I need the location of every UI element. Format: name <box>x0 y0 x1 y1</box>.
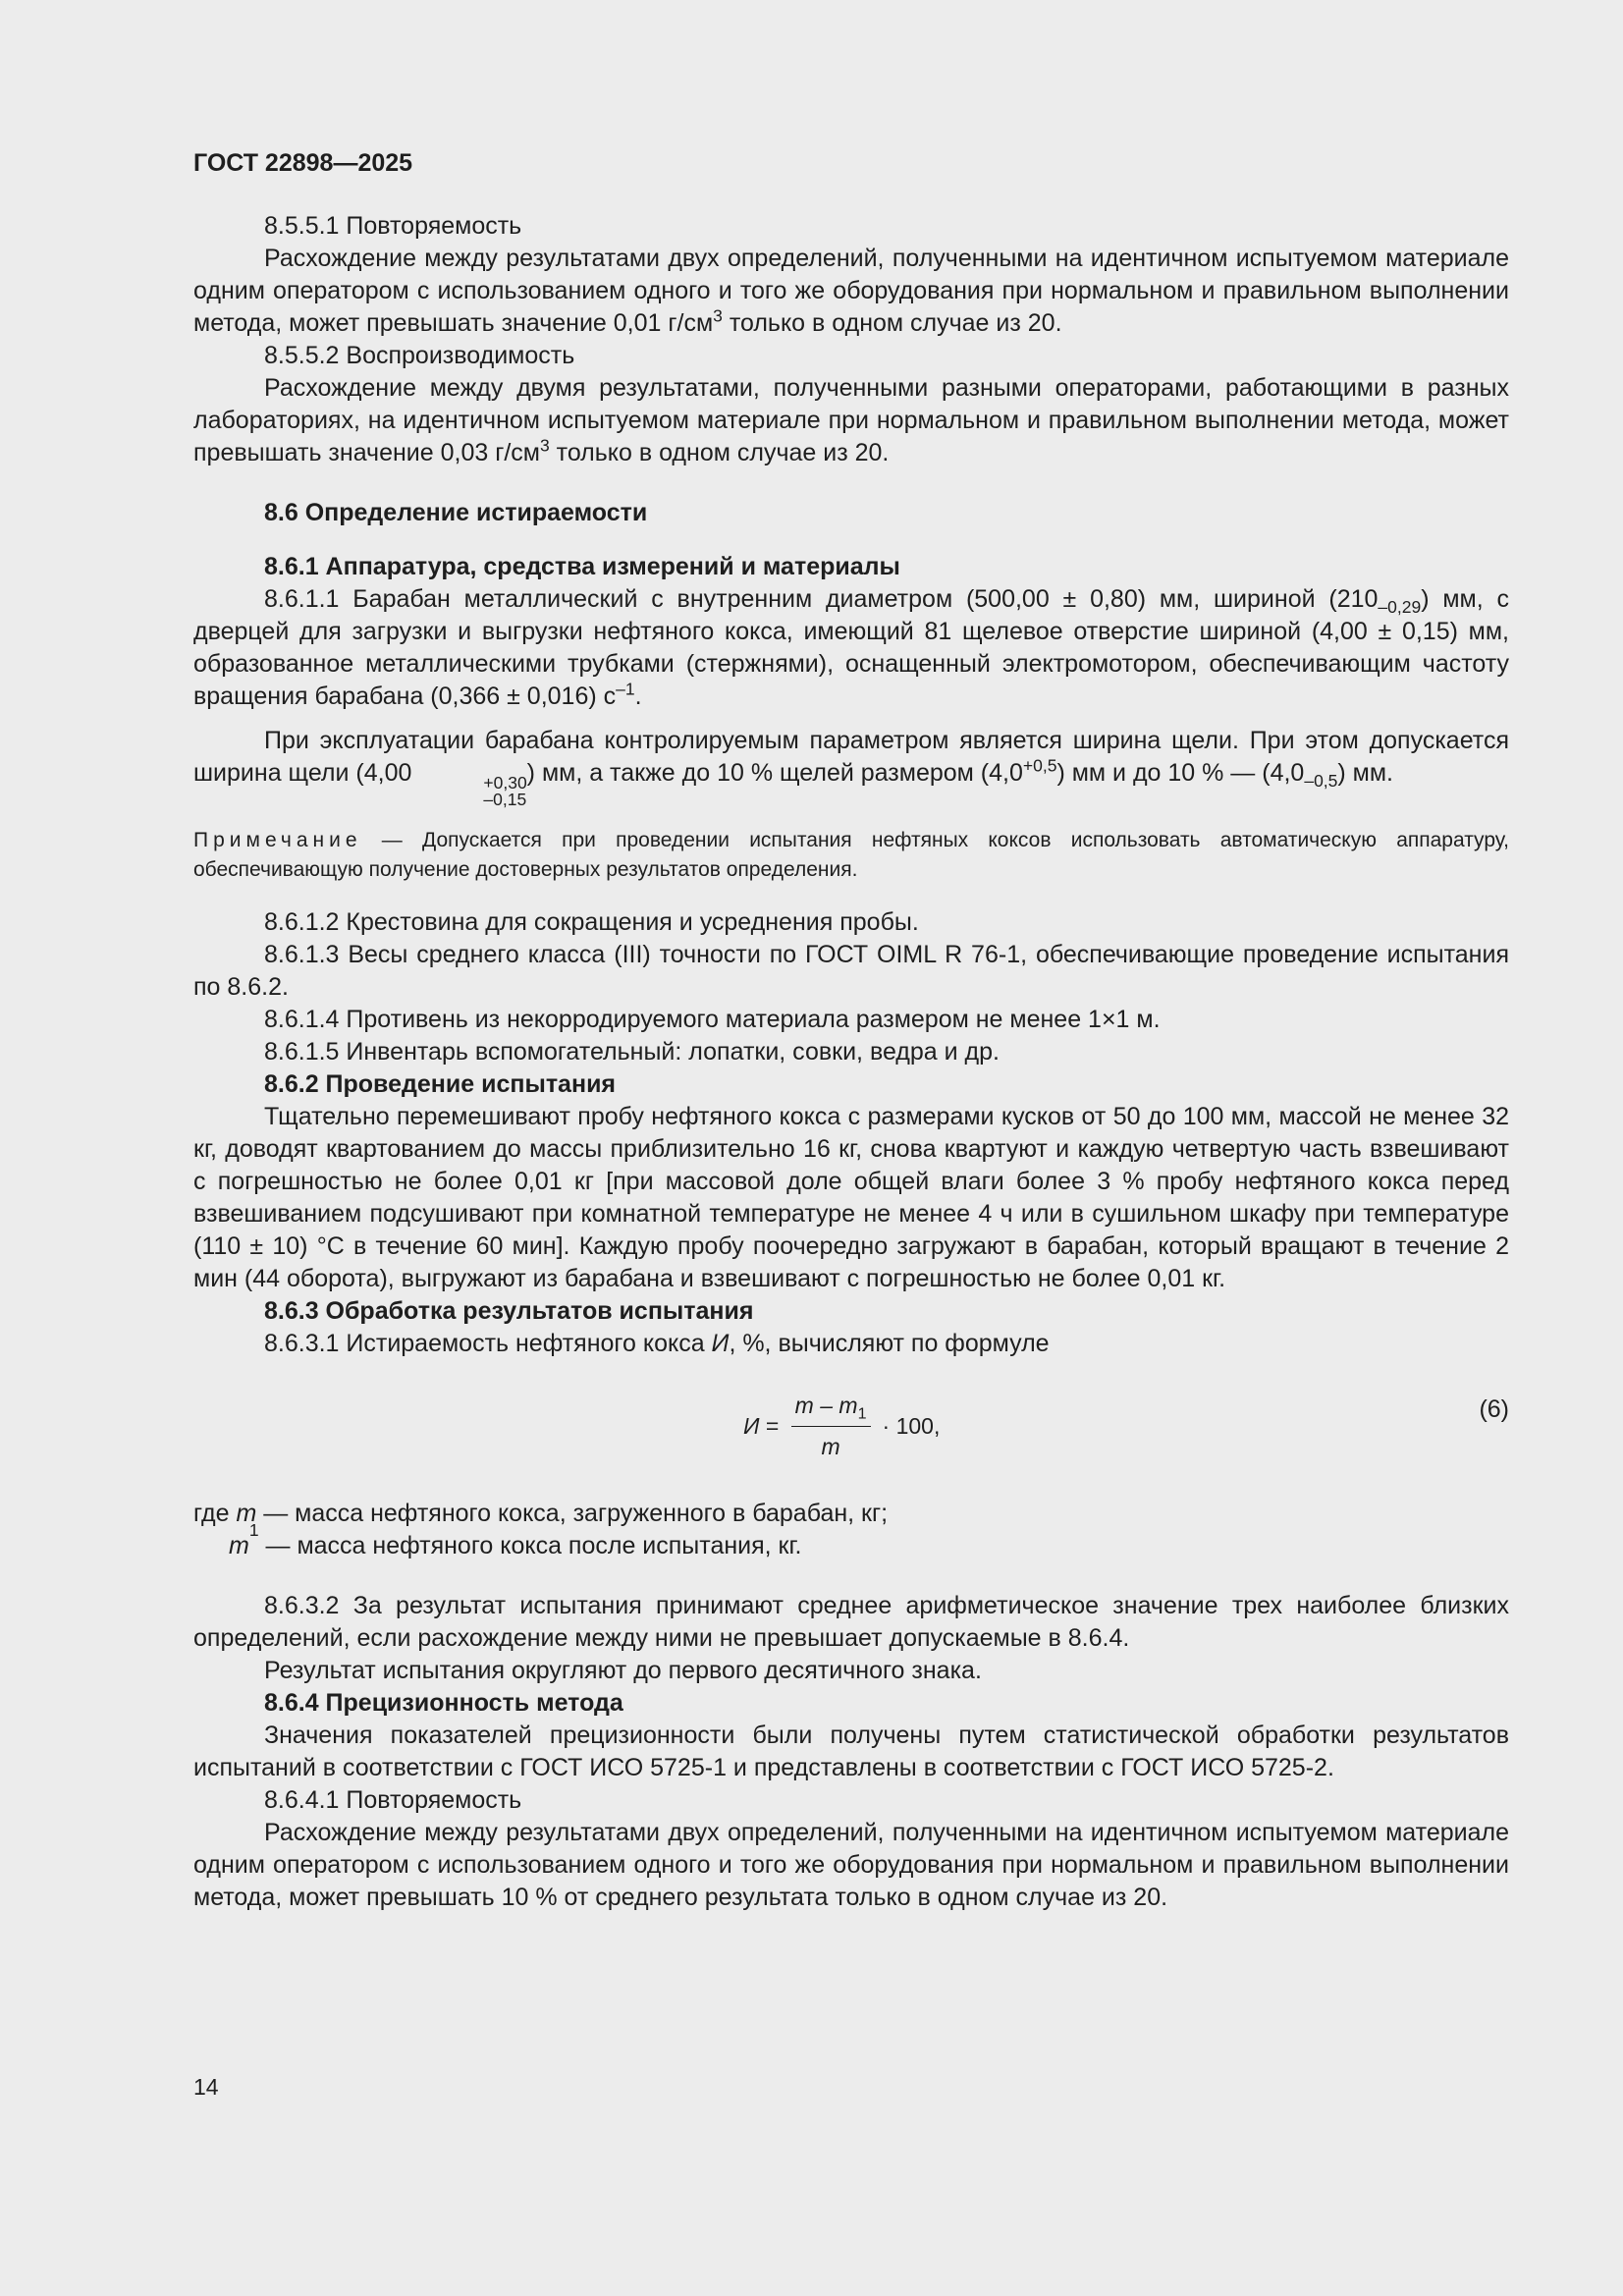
clause-8614: 8.6.1.4 Противень из некорродируемого материала размером не менее 1×1 м. <box>264 1006 1161 1033</box>
section-862-text: Тщательно перемешивают пробу нефтяного кокса с размерами кусков от 50 до 100 мм, массой не менее 32 кг, доводят квартованием до массы приблизительно 16 кг, снова квартуют и каждую четвертую часть взвешивают с погрешностью не более 0,01 кг [при массовой доле общей влаги более 3 % пробу нефтяного кокса перед взвешиванием подсушивают при комнатной температуре не менее 4 ч или в сушильном шкафу при температуре (110 ± 10) °С в течение 60 мин]. Каждую пробу поочередно загружают в барабан, который вращают в течение 2 мин (44 оборота), выгружают из барабана и взвешивают с погрешностью не более 0,01 кг. <box>193 1103 1509 1292</box>
clause-8611-gap-text: При эксплуатации барабана контролируемым параметром является ширина щели. При этом допускается ширина щели (4,00 +0,30 –0,15 ) мм, а также до 10 % щелей размером $(4,0^{+0,5})$ мм и до 10 % — $(4,0_{-0,5})$ мм. <box>193 727 1509 809</box>
clause-8613: 8.6.1.3 Весы среднего класса (III) точности по ГОСТ OIML R 76-1, обеспечивающие проведение испытания по 8.6.2. <box>193 941 1509 1001</box>
where-row-m1: m 1 — масса нефтяного кокса после испытания, кг. <box>229 1520 802 1559</box>
clause-8641-title: 8.6.4.1 Повторяемость <box>264 1786 522 1814</box>
section-86-heading: 8.6 Определение истираемости <box>264 499 648 526</box>
tolerance-stack: +0,30 –0,15 <box>483 773 527 809</box>
formula-lhs: И <box>743 1413 760 1439</box>
formula-numerator: m – $m_1$ <box>791 1390 871 1427</box>
section-862-heading: 8.6.2 Проведение испытания <box>264 1070 617 1098</box>
clause-8631-text: 8.6.3.1 Истираемость нефтяного кокса И, %, вычисляют по формуле <box>264 1330 1050 1357</box>
section-863-heading: 8.6.3 Обработка результатов испытания <box>264 1297 754 1325</box>
formula-block <box>193 1380 1509 1488</box>
note-label: Примечание <box>193 829 362 851</box>
formula-denominator: m <box>821 1434 840 1459</box>
page-number: 14 <box>193 2074 219 2100</box>
section-864-text: Значения показателей прецизионности были получены путем статистической обработки результатов испытаний в соответствии с ГОСТ ИСО 5725-1 и представлены в соответствии с ГОСТ ИСО 5725-2. <box>193 1722 1509 1781</box>
clause-8552-title: 8.5.5.2 Воспроизводимость <box>264 342 575 369</box>
clause-8612: 8.6.1.2 Крестовина для сокращения и усреднения пробы. <box>264 908 919 936</box>
clause-8615: 8.6.1.5 Инвентарь вспомогательный: лопатки, совки, ведра и др. <box>264 1038 1000 1066</box>
clause-8551-text: Расхождение между результатами двух определений, полученными на идентичном испытуемом материале одним оператором с использованием одного и того же оборудования при нормальном и правильном выполнении метода, может превышать значение 0,01 $г/см^3$ только в одном случае из 20. <box>193 245 1509 337</box>
clause-8552-text: Расхождение между двумя результатами, полученными разными операторами, работающими в разных лабораториях, на идентичном испытуемом материале при нормальном и правильном выполнении метода, может превышать значение 0,03 $г/см^3$ только в одном случае из 20. <box>193 374 1509 466</box>
formula-multiplier: · 100, <box>882 1413 941 1439</box>
formula-equals: = <box>759 1413 785 1439</box>
clause-8632-text: 8.6.3.2 За результат испытания принимают среднее арифметическое значение трех наиболее близких определений, если расхождение между ними не превышает допускаемые в 8.6.4. <box>193 1592 1509 1652</box>
formula-fraction <box>791 1390 871 1463</box>
where-block <box>193 1498 1509 1562</box>
document-header: ГОСТ 22898—2025 <box>193 149 413 177</box>
clause-8611-text: 8.6.1.1 Барабан металлический с внутренним диаметром (500,00 ± 0,80) мм, шириной $(210_{-0,29})$ мм, с дверцей для загрузки и выгрузки нефтяного кокса, имеющий 81 щелевое отверстие шириной (4,00 ± 0,15) мм, образованное металлическими трубками (стержнями), оснащенный электромотором, обеспечивающим частоту вращения барабана (0,366 ± 0,016) $с^{-1}$. <box>193 585 1509 710</box>
clause-8641-text: Расхождение между результатами двух определений, полученными на идентичном испытуемом материале одним оператором с использованием одного и того же оборудования при нормальном и правильном выполнении метода, может превышать 10 % от среднего результата только в одном случае из 20. <box>193 1819 1509 1911</box>
document-page <box>193 147 1509 1914</box>
section-861-heading: 8.6.1 Аппаратура, средства измерений и материалы <box>264 553 900 580</box>
clause-8632-rounding: Результат испытания округляют до первого десятичного знака. <box>264 1657 982 1684</box>
formula-number: (6) <box>1479 1395 1509 1423</box>
section-864-heading: 8.6.4 Прецизионность метода <box>264 1689 623 1717</box>
note: Примечание — Допускается при проведении испытания нефтяных коксов использовать автоматическую аппаратуру, обеспечивающую получение достоверных результатов определения. <box>193 829 1509 881</box>
formula <box>743 1390 940 1463</box>
clause-8551-title: 8.5.5.1 Повторяемость <box>264 212 522 240</box>
where-row-m: где m — масса нефтяного кокса, загруженного в барабан, кг; <box>193 1500 889 1527</box>
